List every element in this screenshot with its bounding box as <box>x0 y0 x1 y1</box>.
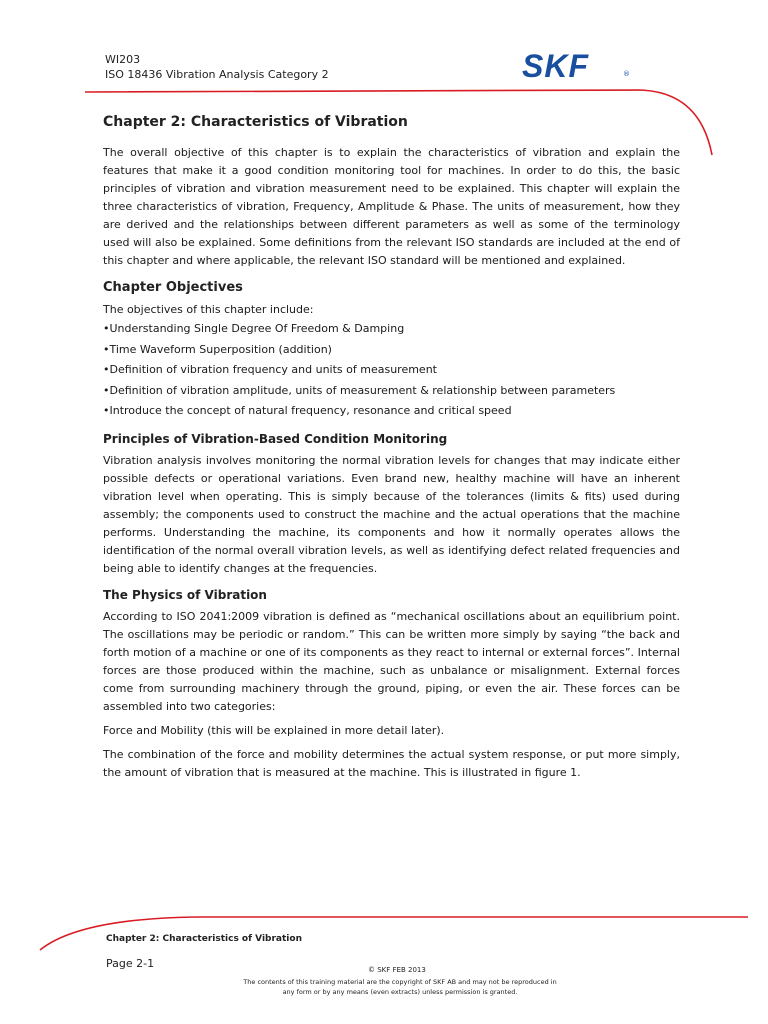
intro-paragraph: The overall objective of this chapter is to explain the characteristics of vibration and explain the features that make it a good condition monitoring tool for machines. In order to do this, the basic principles of vibration and vibration measurement need to be explained. This chapter will explain the three characteristics of vibration, Frequency, Amplitude & Phase. The units of measurement, how they are derived and the relationships between different parameters as well as some of the terminology used will also be explained. Some definitions from the relevant ISO standards are included at the end of this chapter and where applicable, the relevant ISO standard will be mentioned and explained. <box>103 146 680 267</box>
principles-heading: Principles of Vibration-Based Condition Monitoring <box>103 431 448 446</box>
list-item: • Introduce the concept of natural frequency, resonance and critical speed <box>103 401 680 422</box>
objectives-lead: The objectives of this chapter include: <box>103 303 314 316</box>
copyright: © SKF FEB 2013 <box>368 966 426 974</box>
page-number: Page 2-1 <box>106 957 155 970</box>
list-item: • Time Waveform Superposition (addition) <box>103 340 680 361</box>
skf-logo: SKF <box>522 48 589 84</box>
doc-subtitle: ISO 18436 Vibration Analysis Category 2 <box>105 68 329 81</box>
physics-paragraph-1: According to ISO 2041:2009 vibration is defined as “mechanical oscillations about an equilibrium point. The oscillations may be periodic or random.” This can be written more simply by saying “the back and forth motion of a machine or one of its components as they react to internal or external forces”. Internal forces are those produced within the machine, such as unbalance or misalignment. External forces come from surrounding machinery through the ground, piping, or even the air. These forces can be assembled into two categories: <box>103 609 680 713</box>
footer-chapter-title: Chapter 2: Characteristics of Vibration <box>106 934 302 944</box>
doc-code: WI203 <box>105 53 141 66</box>
registered-mark: ® <box>623 70 630 78</box>
physics-paragraph-2: Force and Mobility (this will be explained in more detail later). <box>103 723 445 737</box>
list-item: • Definition of vibration amplitude, units of measurement & relationship between parameters <box>103 381 680 402</box>
principles-paragraph: Vibration analysis involves monitoring the normal vibration levels for changes that may indicate either possible defects or operational variations. Even brand new, healthy machine will have an inherent vibration level when operating. This is simply because of the tolerances (limits & fits) used during assembly; the components used to construct the machine and the actual operations that the machine performs. Understanding the machine, its components and how it normally operates allows the identification of the normal overall vibration levels, as well as identifying defect related frequencies and being able to identify changes at the frequencies. <box>103 453 680 575</box>
objectives-heading: Chapter Objectives <box>103 280 243 295</box>
chapter-title: Chapter 2: Characteristics of Vibration <box>103 114 408 130</box>
copyright-notice: The contents of this training material are the copyright of SKF AB and may not be reproduced in any form or by any means (even extracts) unless permission is granted. <box>243 978 557 996</box>
objectives-list <box>103 319 680 422</box>
list-item: • Understanding Single Degree Of Freedom & Damping <box>103 319 680 340</box>
physics-heading: The Physics of Vibration <box>103 587 267 602</box>
main-content <box>103 114 680 788</box>
physics-paragraph-3: The combination of the force and mobility determines the actual system response, or put more simply, the amount of vibration that is measured at the machine. This is illustrated in figure 1. <box>103 747 680 779</box>
list-item: • Definition of vibration frequency and units of measurement <box>103 360 680 381</box>
